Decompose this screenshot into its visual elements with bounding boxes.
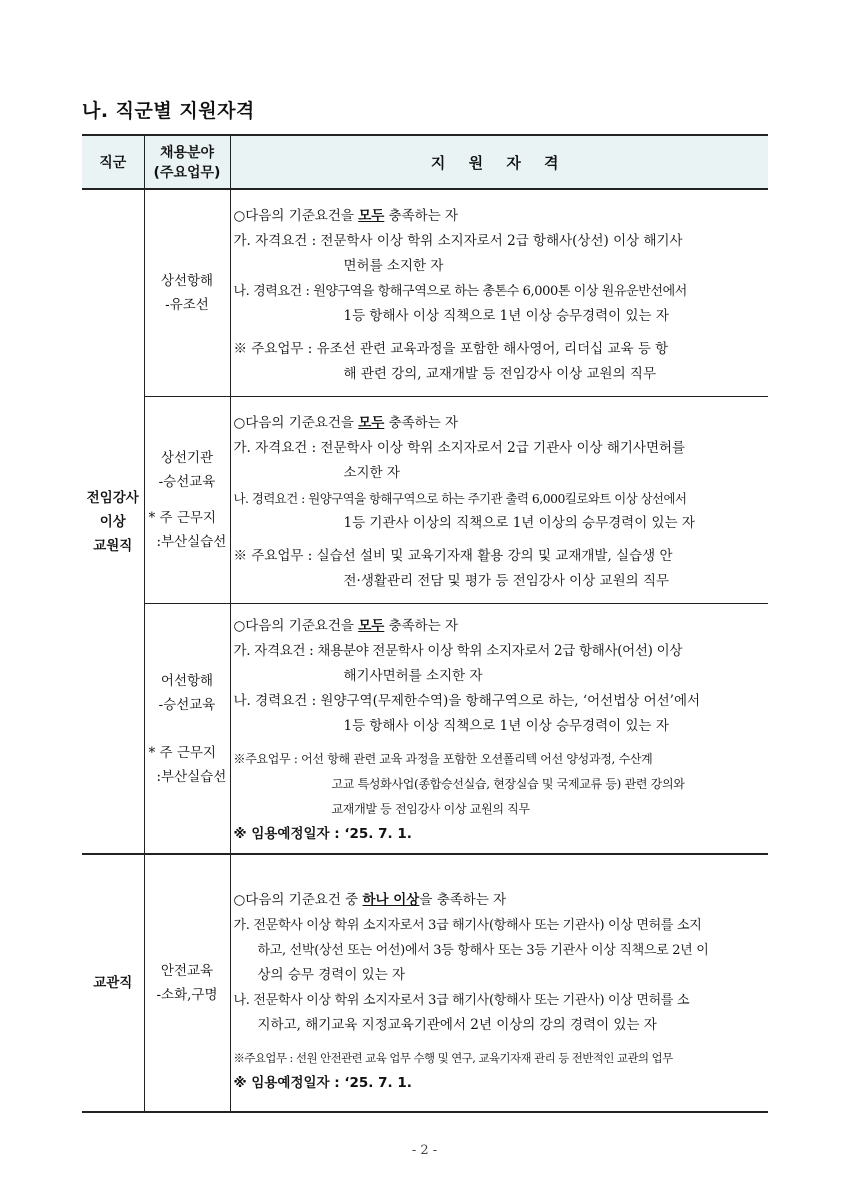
group-cell-instructor xyxy=(82,189,144,854)
field-cell xyxy=(144,189,230,397)
page-number: - 2 - xyxy=(411,1143,438,1158)
criteria-emphasis: 하나 이상 xyxy=(362,892,420,908)
qualification-table xyxy=(82,134,768,1113)
duty-line: 해 관련 강의, 교재개발 등 전임강사 이상 교원의 직무 xyxy=(343,365,656,382)
field-name-line: -승선교육 xyxy=(158,474,216,490)
header-field-line2: (주요업무) xyxy=(153,165,221,181)
group-cell-trainer xyxy=(82,854,144,1112)
criteria-intro: ○다음의 기준요건을 모두 충족하는 자 xyxy=(233,207,459,224)
requirement-line: 지하고, 해기교육 지정교육기관에서 2년 이상의 강의 경력이 있는 자 xyxy=(257,1017,657,1033)
appointment-date: ※ 임용예정일자 : ‘25. 7. 1. xyxy=(233,826,412,842)
header-qualification xyxy=(230,135,768,189)
group-name-line: 교관직 xyxy=(93,975,133,991)
field-name-line: -유조선 xyxy=(165,297,209,313)
duty-line: ※ 주요업무 : 실습선 설비 및 교육기자재 활용 강의 및 교재개발, 실습생 안 xyxy=(233,547,673,564)
duty-line: ※ 주요업무 : 유조선 관련 교육과정을 포함한 해사영어, 리더십 교육 등 항 xyxy=(233,340,669,357)
table-header-row xyxy=(82,135,768,189)
requirement-line: 1등 기관사 이상의 직책으로 1년 이상의 승무경력이 있는 자 xyxy=(343,514,695,531)
criteria-emphasis: 모두 xyxy=(358,414,385,431)
criteria-intro: ○다음의 기준요건 중 하나 이상을 충족하는 자 xyxy=(233,892,507,908)
workplace-note: * 주 근무지 xyxy=(148,510,216,526)
criteria-intro: ○다음의 기준요건을 모두 충족하는 자 xyxy=(233,414,459,431)
field-cell xyxy=(144,604,230,855)
qualification-cell xyxy=(230,189,768,397)
requirement-line: 나. 경력요건 : 원양구역을 항해구역으로 하는 총톤수 6,000톤 이상 원유운반선에서 xyxy=(233,283,687,299)
requirement-line: 소지한 자 xyxy=(343,464,400,481)
field-cell xyxy=(144,397,230,604)
workplace-note: * 주 근무지 xyxy=(148,744,216,761)
appointment-date: ※ 임용예정일자 : ‘25. 7. 1. xyxy=(233,1075,412,1091)
requirement-line: 가. 자격요건 : 전문학사 이상 학위 소지자로서 2급 기관사 이상 해기사면허를 xyxy=(233,439,686,456)
requirement-line: 하고, 선박(상선 또는 어선)에서 3등 항해사 또는 3등 기관사 이상 직책으로 2년 이 xyxy=(257,943,709,958)
criteria-emphasis: 모두 xyxy=(358,618,385,634)
table-row xyxy=(82,189,768,397)
table-row xyxy=(82,397,768,604)
requirement-line: 해기사면허를 소지한 자 xyxy=(343,668,483,684)
requirement-line: 1등 항해사 이상 직책으로 1년 이상 승무경력이 있는 자 xyxy=(343,718,669,734)
header-group: 직군 xyxy=(82,135,144,189)
requirement-line: 가. 자격요건 : 전문학사 이상 학위 소지자로서 2급 항해사(상선) 이상 해기사 xyxy=(233,232,683,249)
criteria-intro: ○다음의 기준요건을 모두 충족하는 자 xyxy=(233,618,459,634)
duty-line: ※주요업무 : 어선 항해 관련 교육 과정을 포함한 오션폴리텍 어선 양성과정, 수산계 xyxy=(233,752,653,766)
qualification-cell xyxy=(230,397,768,604)
requirement-line: 상의 승무 경력이 있는 자 xyxy=(257,967,406,983)
field-name-line: 안전교육 xyxy=(160,963,214,979)
qualification-cell xyxy=(230,604,768,855)
criteria-emphasis: 모두 xyxy=(358,207,385,224)
duty-line: 전·생활관리 전담 및 평가 등 전임강사 이상 교원의 직무 xyxy=(343,572,670,589)
header-field xyxy=(144,135,230,189)
table-row xyxy=(82,854,768,1112)
requirement-line: 나. 경력요건 : 원양구역(무제한수역)을 항해구역으로 하는, ‘어선법상 어선’에서 xyxy=(233,693,701,709)
header-field-line1: 채용분야 xyxy=(159,145,215,161)
requirement-line: 1등 항해사 이상 직책으로 1년 이상 승무경력이 있는 자 xyxy=(343,307,669,324)
field-name-line: 상선항해 xyxy=(160,273,214,289)
duty-line: 교재개발 등 전임강사 이상 교원의 직무 xyxy=(331,802,530,816)
requirement-line: 가. 자격요건 : 채용분야 전문학사 이상 학위 소지자로서 2급 항해사(어선) 이상 xyxy=(233,643,683,659)
workplace-note: :부산실습선 xyxy=(156,534,227,550)
requirement-line: 가. 전문학사 이상 학위 소지자로서 3급 해기사(항해사 또는 기관사) 이상 면허를 소지 xyxy=(233,918,702,933)
workplace-note: :부산실습선 xyxy=(156,768,227,785)
requirement-line: 나. 전문학사 이상 학위 소지자로서 3급 해기사(항해사 또는 기관사) 이상 면허를 소 xyxy=(233,993,690,1008)
duty-line: 고교 특성화사업(종합승선실습, 현장실습 및 국제교류 등) 관련 강의와 xyxy=(331,777,685,791)
field-name-line: 상선기관 xyxy=(160,450,214,466)
requirement-line: 나. 경력요건 : 원양구역을 항해구역으로 하는 주기관 출력 6,000킬로와트 이상 상선에서 xyxy=(233,490,687,506)
field-name-line: 어선항해 xyxy=(160,672,214,689)
field-cell xyxy=(144,854,230,1112)
duty-line: ※주요업무 : 선원 안전관련 교육 업무 수행 및 연구, 교육기자재 관리 등 전반적인 교관의 업무 xyxy=(233,1051,673,1065)
group-name-line: 교원직 xyxy=(93,537,133,554)
requirement-line: 면허를 소지한 자 xyxy=(343,257,444,274)
qualification-cell xyxy=(230,854,768,1112)
group-name-line: 전임강사 xyxy=(86,489,139,506)
group-name-line: 이상 xyxy=(99,513,126,530)
section-title: 나. 직군별 지원자격 xyxy=(82,100,255,122)
field-name-line: -소화,구명 xyxy=(156,987,218,1003)
field-name-line: -승선교육 xyxy=(158,696,216,713)
table-row xyxy=(82,604,768,855)
header-qualification-label: 지 원 자 격 xyxy=(430,153,568,172)
